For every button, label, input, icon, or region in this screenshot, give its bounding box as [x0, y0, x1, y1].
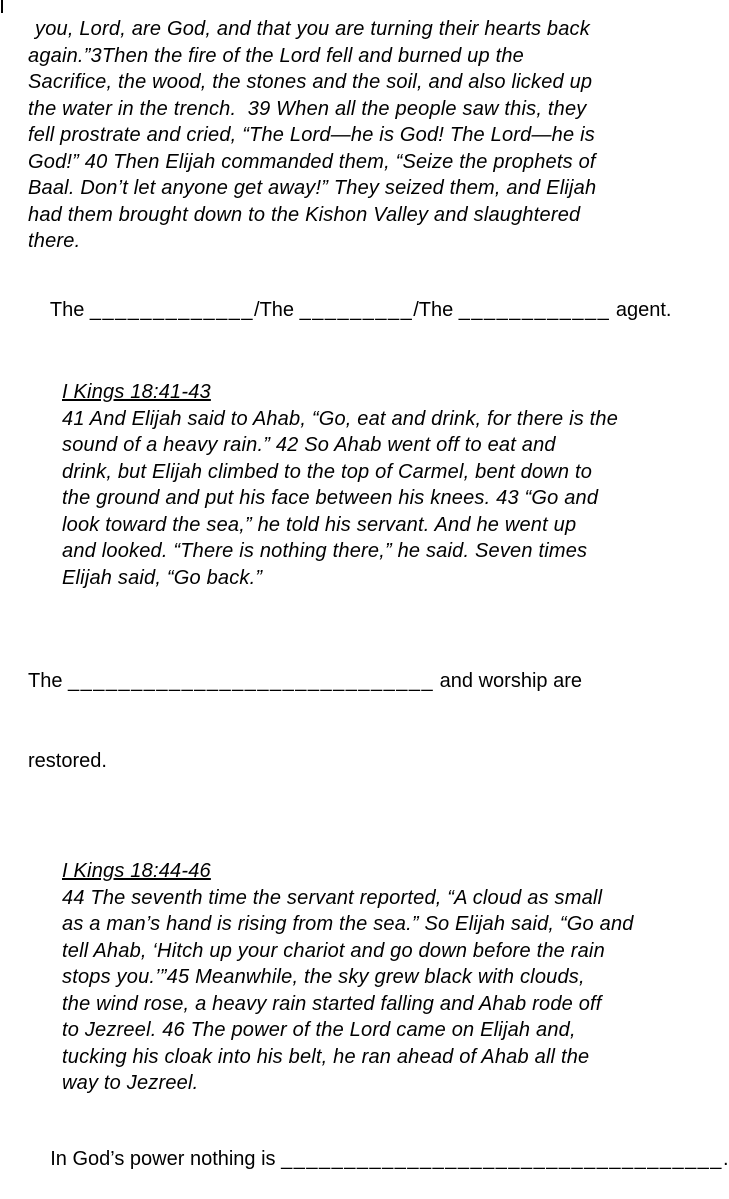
passage-line: God!” 40 Then Elijah commanded them, “Seize the prophets of: [28, 149, 696, 176]
passage-line: way to Jezreel.: [62, 1070, 696, 1097]
bible-passage-18-41-43: [62, 379, 696, 591]
passage-line: to Jezreel. 46 The power of the Lord came on Elijah and,: [62, 1017, 696, 1044]
passage-line: the water in the trench. 39 When all the people saw this, they: [28, 96, 696, 123]
passage-line: sound of a heavy rain.” 42 So Ahab went off to eat and: [62, 432, 696, 459]
fill-text: The: [50, 299, 90, 321]
passage-line: as a man’s hand is rising from the sea.” So Elijah said, “Go and: [62, 911, 696, 938]
fill-text: .: [723, 1148, 729, 1170]
passage-line: tell Ahab, ‘Hitch up your chariot and go down before the rain: [62, 938, 696, 965]
passage-line: Sacrifice, the wood, the stones and the soil, and also licked up: [28, 69, 696, 96]
passage-line: there.: [28, 228, 696, 255]
fill-in-line-agent: [28, 271, 696, 351]
bible-passage-18-44-46: [62, 858, 696, 1097]
passage-line: tucking his cloak into his belt, he ran ahead of Ahab all the: [62, 1044, 696, 1071]
passage-line: 44 The seventh time the servant reported, “A cloud as small: [62, 885, 696, 912]
fill-text: restored.: [28, 750, 107, 772]
passage-line: the ground and put his face between his knees. 43 “Go and: [62, 485, 696, 512]
fill-in-line-power: [28, 1120, 696, 1199]
passage-line: again.”3Then the fire of the Lord fell and burned up the: [28, 43, 696, 70]
fill-text: and worship are: [434, 670, 582, 692]
blank-underline: _____________: [90, 299, 254, 321]
blank-underline: ____________: [459, 299, 610, 321]
blank-underline: _____________________________: [68, 670, 434, 692]
passage-line: 41 And Elijah said to Ahab, “Go, eat and drink, for there is the: [62, 406, 696, 433]
fill-text: agent.: [610, 299, 671, 321]
bible-passage-fire-falls: [28, 16, 696, 255]
passage-line: Baal. Don’t let anyone get away!” They seized them, and Elijah: [28, 175, 696, 202]
passage-line: you, Lord, are God, and that you are turning their hearts back: [28, 16, 696, 43]
fill-line-row: [28, 668, 696, 695]
fill-in-line-worship: [28, 615, 696, 827]
fill-line-row: [28, 748, 696, 775]
passage-line: the wind rose, a heavy rain started falling and Ahab rode off: [62, 991, 696, 1018]
passage-line: and looked. “There is nothing there,” he said. Seven times: [62, 538, 696, 565]
passage-line: Elijah said, “Go back.”: [62, 565, 696, 592]
fill-text: /The: [413, 299, 459, 321]
scripture-reference-heading: I Kings 18:41-43: [62, 379, 696, 406]
blank-underline: _________: [300, 299, 414, 321]
scripture-reference-heading: I Kings 18:44-46: [62, 858, 696, 885]
passage-line: fell prostrate and cried, “The Lord—he is God! The Lord—he is: [28, 122, 696, 149]
blank-underline: ___________________________________: [281, 1148, 723, 1170]
passage-line: look toward the sea,” he told his servant. And he went up: [62, 512, 696, 539]
fill-text: In God’s power nothing is: [50, 1148, 281, 1170]
page-edge-mark: [1, 0, 3, 13]
fill-text: /The: [254, 299, 300, 321]
passage-line: stops you.’”45 Meanwhile, the sky grew black with clouds,: [62, 964, 696, 991]
passage-line: drink, but Elijah climbed to the top of Carmel, bent down to: [62, 459, 696, 486]
fill-text: The: [28, 670, 68, 692]
passage-line: had them brought down to the Kishon Valley and slaughtered: [28, 202, 696, 229]
